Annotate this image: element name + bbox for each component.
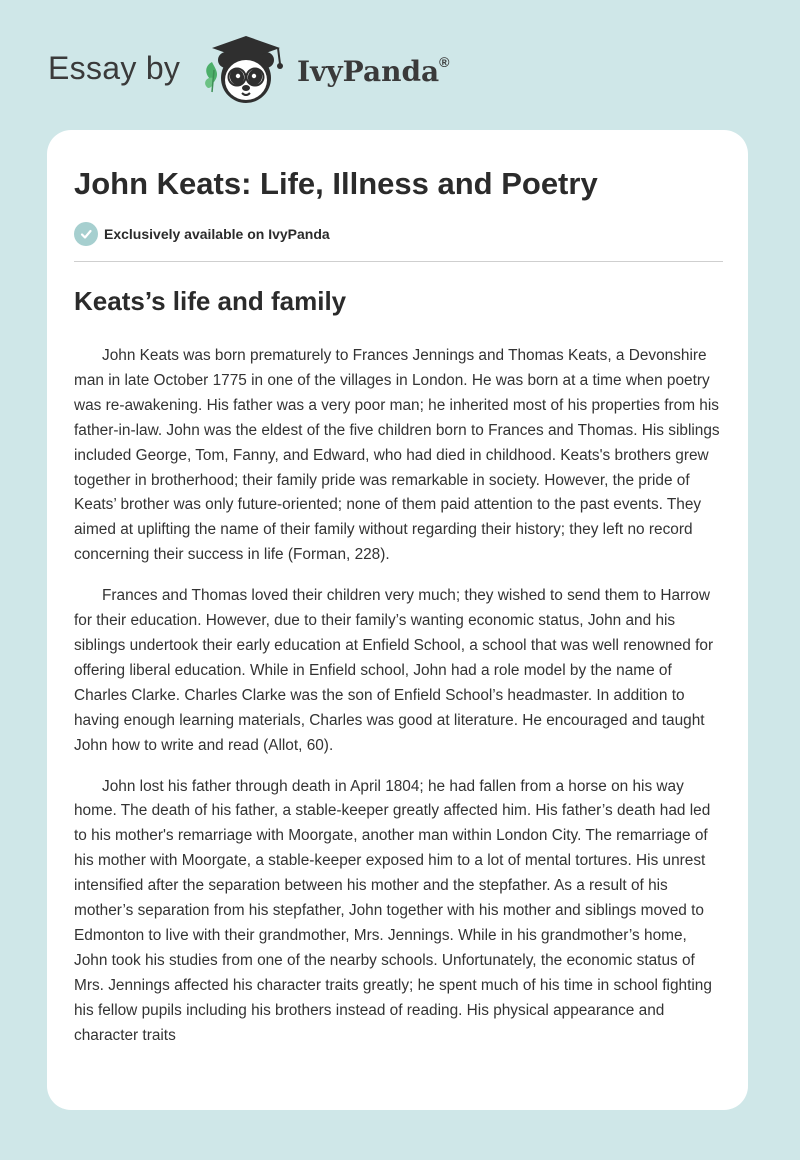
essay-body bbox=[74, 344, 724, 1064]
essay-card bbox=[47, 130, 748, 1110]
exclusive-badge bbox=[74, 222, 330, 246]
ivypanda-logo[interactable] bbox=[200, 30, 460, 110]
exclusive-badge-text: Exclusively available on IvyPanda bbox=[104, 226, 330, 242]
check-icon bbox=[74, 222, 98, 246]
panda-graduate-icon bbox=[200, 30, 296, 110]
brand-name bbox=[297, 55, 450, 88]
site-header bbox=[0, 0, 800, 130]
paragraph: John lost his father through death in April 1804; he had fallen from a horse on his way home. The death of his father, a stable-keeper greatly affected him. His father’s death had led to his mother's remarriage with Moorgate, another man within London City. The remarriage of his mother with Moorgate, a stable-keeper exposed him to a lot of mental tortures. His unrest intensified after the separation between his mother and the stepfather. As a result of his mother’s separation from his stepfather, John together with his mother and siblings moved to Edmonton to live with their grandmother, Mrs. Jennings. While in his grandmother’s home, John took his studies from one of the nearby schools. Unfortunately, the economic status of Mrs. Jennings affected his character traits greatly; he spent much of his time in school fighting his fellow pupils including his brothers instead of reading. His physical appearance and character traits bbox=[74, 777, 712, 1044]
section-heading: Keats’s life and family bbox=[74, 286, 347, 316]
essay-by-label: Essay by bbox=[48, 50, 181, 86]
divider bbox=[74, 261, 723, 262]
essay-title: John Keats: Life, Illness and Poetry bbox=[74, 166, 598, 201]
brand-text: IvyPanda bbox=[297, 55, 440, 88]
paragraph: Frances and Thomas loved their children very much; they wished to send them to Harrow for their education. However, due to their family’s wanting economic status, John and his siblings undertook their early education at Enfield School, a school that was well renowned for offering liberal education. While in Enfield school, John had a role model by the name of Charles Clarke. Charles Clarke was the son of Enfield School’s headmaster. In addition to having enough learning materials, Charles was good at literature. He encouraged and taught John how to write and read (Allot, 60). bbox=[74, 587, 714, 754]
registered-mark: ® bbox=[439, 53, 450, 70]
paragraph: John Keats was born prematurely to Frances Jennings and Thomas Keats, a Devonshire man in late October 1775 in one of the villages in London. He was born at a time when poetry was re-awakening. His father was a very poor man; he inherited most of his properties from his father-in-law. John was the eldest of the five children born to Frances and Thomas. His siblings included George, Tom, Fanny, and Edward, who had died in childhood. Keats's brothers grew together in brotherhood; their family pride was remarkable in society. However, the pride of Keats’ brother was only future-oriented; none of them paid attention to the past events. They aimed at uplifting the name of their family without regarding their history; they left no record concerning their success in life (Forman, 228). bbox=[74, 347, 720, 564]
